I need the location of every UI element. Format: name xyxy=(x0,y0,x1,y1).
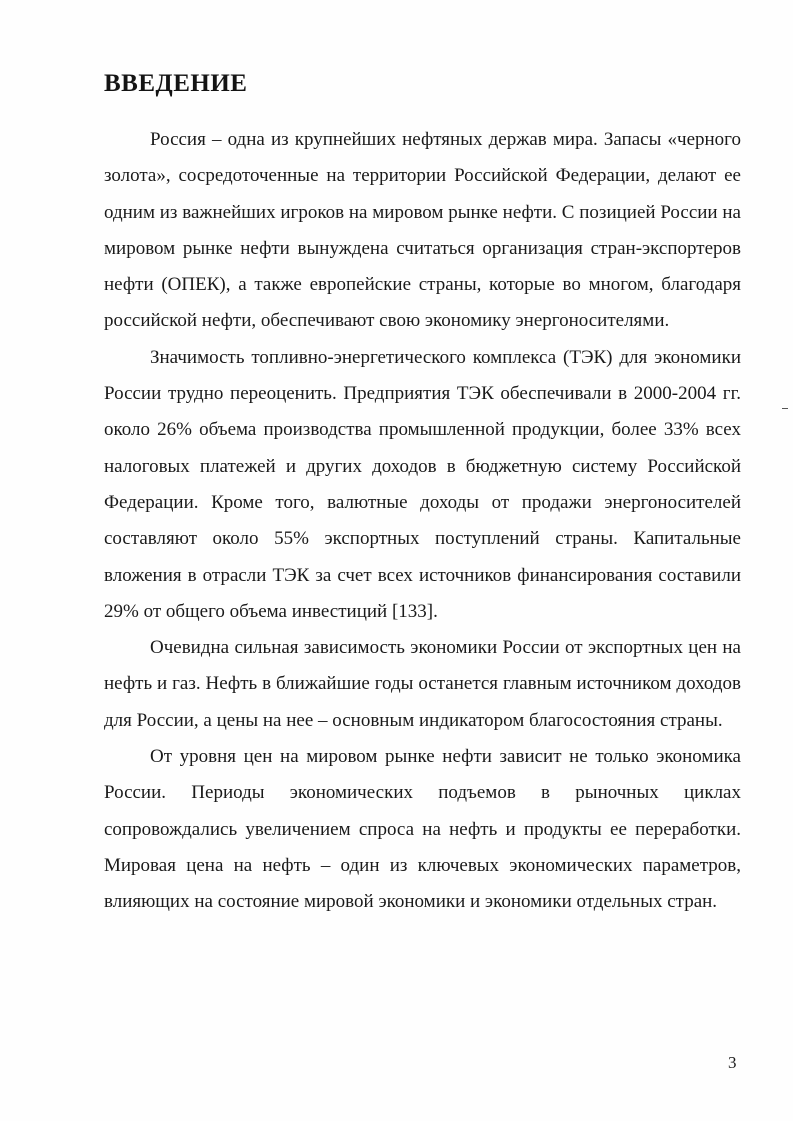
page-number: 3 xyxy=(728,1053,737,1072)
paragraph-2: Значимость топливно-энергетического комплекса (ТЭК) для экономики России трудно переоценить. Предприятия ТЭК обеспечивали в 2000-2004 гг. около 26% объема производства промышленной продукции, более 33% всех налоговых платежей и других доходов в бюджетную систему Российской Федерации. Кроме того, валютные доходы от продажи энергоносителей составляют около 55% экспортных поступлений страны. Капитальные вложения в отрасли ТЭК за счет всех источников финансирования составили 29% от общего объема инвестиций [133]. xyxy=(104,346,741,622)
section-heading: ВВЕДЕНИЕ xyxy=(104,70,248,97)
body-text xyxy=(104,122,741,921)
paragraph-3: Очевидна сильная зависимость экономики России от экспортных цен на нефть и газ. Нефть в ближайшие годы останется главным источником доходов для России, а цены на нее – основным индикатором благосостояния страны. xyxy=(104,637,741,731)
scan-speck xyxy=(782,408,788,409)
paragraph-4: От уровня цен на мировом рынке нефти зависит не только экономика России. Периоды экономических подъемов в рыночных циклах сопровождались увеличением спроса на нефть и продукты ее переработки. Мировая цена на нефть – один из ключевых экономических параметров, влияющих на состояние мировой экономики и экономики отдельных стран. xyxy=(104,746,741,913)
paragraph-1: Россия – одна из крупнейших нефтяных держав мира. Запасы «черного золота», сосредоточенные на территории Российской Федерации, делают ее одним из важнейших игроков на мировом рынке нефти. С позицией России на мировом рынке нефти вынуждена считаться организация стран-экспортеров нефти (ОПЕК), а также европейские страны, которые во многом, благодаря российской нефти, обеспечивают свою экономику энергоносителями. xyxy=(104,129,741,332)
